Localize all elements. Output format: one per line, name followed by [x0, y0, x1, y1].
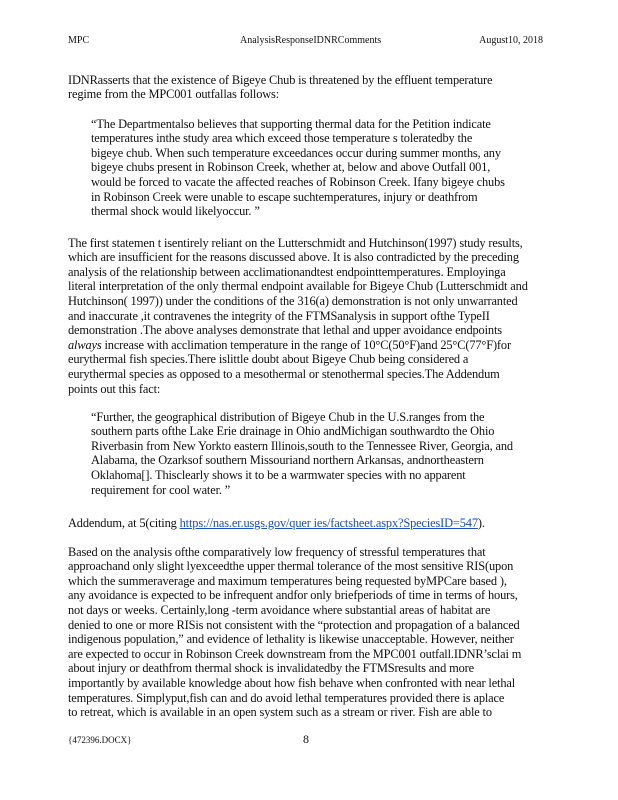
text-line: The first statemen t isentirely reliant on the Lutterschmidt and Hutchinson(1997) study results,: [68, 235, 523, 250]
text-line: demonstration .The above analyses demonstrate that lethal and upper avoidance endpoints: [68, 323, 502, 338]
text-line: [68, 516, 485, 531]
text-line: “The Departmentalso believes that supporting thermal data for the Petition indicate: [91, 116, 491, 131]
text-line: southern parts ofthe Lake Erie drainage in Ohio andMichigan southwardto the Ohio: [91, 424, 495, 439]
text-line: which the summeraverage and maximum temperatures being requested byMPCare based ),: [68, 573, 507, 588]
text-line: to retreat, which is available in an open system such as a stream or river. Fish are able to: [68, 705, 492, 720]
text-line: indigenous population,” and evidence of lethality is likewise unacceptable. However, neither: [68, 632, 514, 647]
text-line: temperatures. Simplyput,fish can and do avoid lethal temperatures provided there is aplace: [68, 690, 505, 705]
text-line: Based on the analysis ofthe comparatively low frequency of stressful temperatures that: [68, 544, 486, 559]
text-line: [68, 338, 511, 353]
text-span: ).: [477, 515, 485, 530]
text-line: thermal shock would likelyoccur. ”: [91, 204, 260, 219]
footer-doc-id: {472396.DOCX}: [68, 735, 132, 745]
text-line: and inaccurate ,it contravenes the integrity of the FTMSanalysis in support ofthe TypeII: [68, 308, 490, 323]
text-line: denied to one or more RISis not consistent with the “protection and propagation of a balanced: [68, 617, 520, 632]
text-span: increase with acclimation temperature in the range of 10°C(50°F)and 25°C(77°F)for: [101, 337, 511, 352]
text-line: any avoidance is expected to be infrequent andfor only briefperiods of time in terms of hours,: [68, 588, 518, 603]
citation-link[interactable]: https://nas.er.usgs.gov/quer ies/factsheet.aspx?SpeciesID=547: [179, 515, 478, 530]
text-line: about injury or deathfrom thermal shock is invalidatedby the FTMSresults and more: [68, 661, 474, 676]
page-number: 8: [303, 732, 309, 746]
text-line: regime from the MPC001 outfallas follows:: [68, 87, 280, 102]
text-span: Addendum, at 5(citing: [68, 515, 180, 530]
text-line: Oklahoma[]. Thisclearly shows it to be a warmwater species with no apparent: [91, 467, 466, 482]
text-line: would be forced to vacate the affected reaches of Robinson Creek. Ifany bigeye chubs: [91, 174, 505, 189]
text-line: analysis of the relationship between acclimationandtest endpointtemperatures. Employinga: [68, 264, 506, 279]
text-line: eurythermal fish species.There islittle doubt about Bigeye Chub being considered a: [68, 352, 469, 367]
text-line: approachand only slight lyexceedthe upper thermal tolerance of the most sensitive RIS(upon: [68, 559, 514, 574]
text-line: in Robinson Creek were unable to escape suchtemperatures, injury or deathfrom: [91, 189, 478, 204]
text-line: which are insufficient for the reasons discussed above. It is also contradicted by the preceding: [68, 250, 519, 265]
text-line: IDNRasserts that the existence of Bigeye Chub is threatened by the effluent temperature: [68, 72, 493, 87]
text-line: importantly by available knowledge about how fish behave when confronted with near lethal: [68, 675, 516, 690]
text-line: points out this fact:: [68, 381, 161, 396]
text-line: temperatures inthe study area which exceed those temperature s toleratedby the: [91, 131, 473, 146]
text-line: “Further, the geographical distribution of Bigeye Chub in the U.S.ranges from the: [91, 409, 485, 424]
text-line: Hutchinson( 1997)) under the conditions of the 316(a) demonstration is not only unwarranted: [68, 293, 518, 308]
text-line: bigeye chub. When such temperature exceedances occur during summer months, any: [91, 145, 501, 160]
text-line: Alabama, the Ozarksof southern Missouriand northern Arkansas, andnortheastern: [91, 453, 484, 468]
text-line: not days or weeks. Certainly,long -term avoidance where substantial areas of habitat are: [68, 602, 491, 617]
text-line: are expected to occur in Robinson Creek downstream from the MPC001 outfall.IDNR’sclai m: [68, 646, 522, 661]
header-left: MPC: [68, 35, 90, 46]
text-line: eurythermal species as opposed to a mesothermal or stenothermal species.The Addendum: [68, 366, 500, 381]
header-title: AnalysisResponseIDNRComments: [240, 35, 382, 46]
text-line: literal interpretation of the only thermal endpoint available for Bigeye Chub (Lutterschmidt and: [68, 279, 528, 294]
text-line: bigeye chubs present in Robinson Creek, whether at, below and above Outfall 001,: [91, 160, 491, 175]
header-date: August10, 2018: [479, 35, 543, 46]
text-line: requirement for cool water. ”: [91, 482, 231, 497]
text-line: Riverbasin from New Yorkto eastern Illinois,south to the Tennessee River, Georgia, and: [91, 438, 513, 453]
emphasis-text: always: [68, 337, 102, 352]
